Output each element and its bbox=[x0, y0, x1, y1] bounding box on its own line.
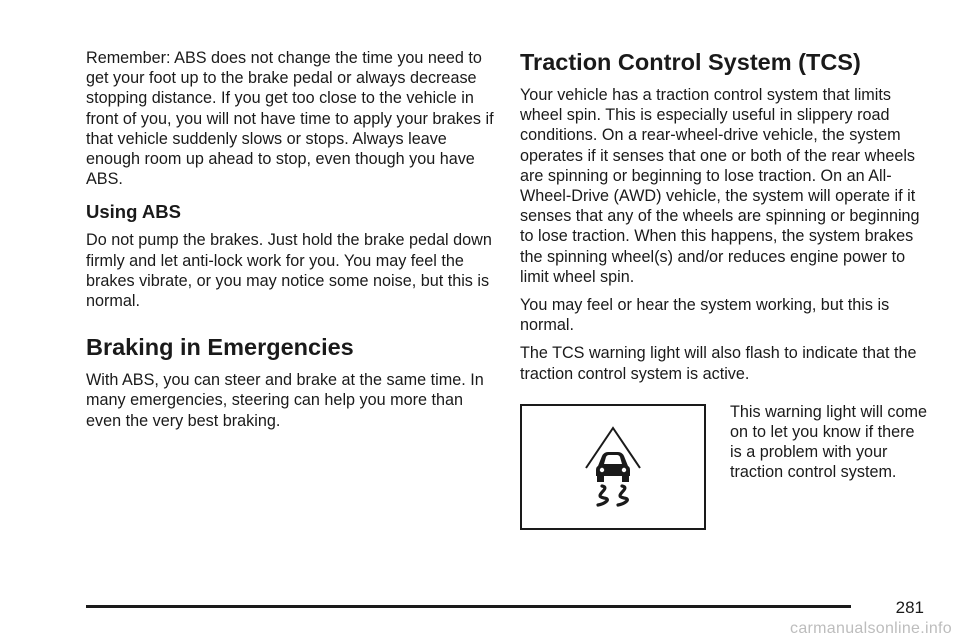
tcs-paragraph-2: You may feel or hear the system working, but this is normal. bbox=[520, 296, 890, 335]
warning-light-caption: This warning light will come on to let you know if there is a problem with your traction control system. bbox=[730, 402, 928, 482]
using-abs-heading: Using ABS bbox=[86, 201, 181, 223]
right-column bbox=[520, 48, 930, 532]
watermark: carmanualsonline.info bbox=[790, 620, 952, 637]
page-number: 281 bbox=[895, 598, 924, 617]
footer-rule bbox=[86, 605, 851, 608]
warning-light-frame bbox=[520, 404, 706, 530]
tcs-paragraph-1: Your vehicle has a traction control system that limits wheel spin. This is especially useful in slippery road conditions. On a rear-wheel-drive vehicle, the system operates if it senses that one or both of the rear wheels are spinning or beginning to lose traction. On an All-Wheel-Drive (AWD) vehicle, the system will operate if it senses that any of the wheels are spinning or beginning to lose traction. When this happens, the system brakes the spinning wheel(s) and/or reduces engine power to limit wheel spin. bbox=[520, 86, 920, 286]
tcs-paragraph-3: The TCS warning light will also flash to indicate that the traction control system is active. bbox=[520, 344, 917, 383]
braking-emergencies-paragraph: With ABS, you can steer and brake at the same time. In many emergencies, steering can help you more than even the very best braking. bbox=[86, 371, 484, 430]
abs-reminder-paragraph: Remember: ABS does not change the time you need to get your foot up to the brake pedal or always decrease stopping distance. If you get too close to the vehicle in front of you, you will not have time to apply your brakes if that vehicle suddenly slows or stops. Always leave enough room up ahead to stop, even though you have ABS. bbox=[86, 49, 494, 189]
using-abs-paragraph: Do not pump the brakes. Just hold the brake pedal down firmly and let anti-lock work for you. You may feel the brakes vibrate, or you may notice some noise, but this is normal. bbox=[86, 231, 492, 311]
braking-emergencies-heading: Braking in Emergencies bbox=[86, 334, 354, 361]
warning-light-figure bbox=[520, 402, 930, 532]
traction-control-warning-icon bbox=[578, 426, 648, 508]
tcs-heading: Traction Control System (TCS) bbox=[520, 49, 861, 75]
left-column bbox=[86, 48, 496, 439]
